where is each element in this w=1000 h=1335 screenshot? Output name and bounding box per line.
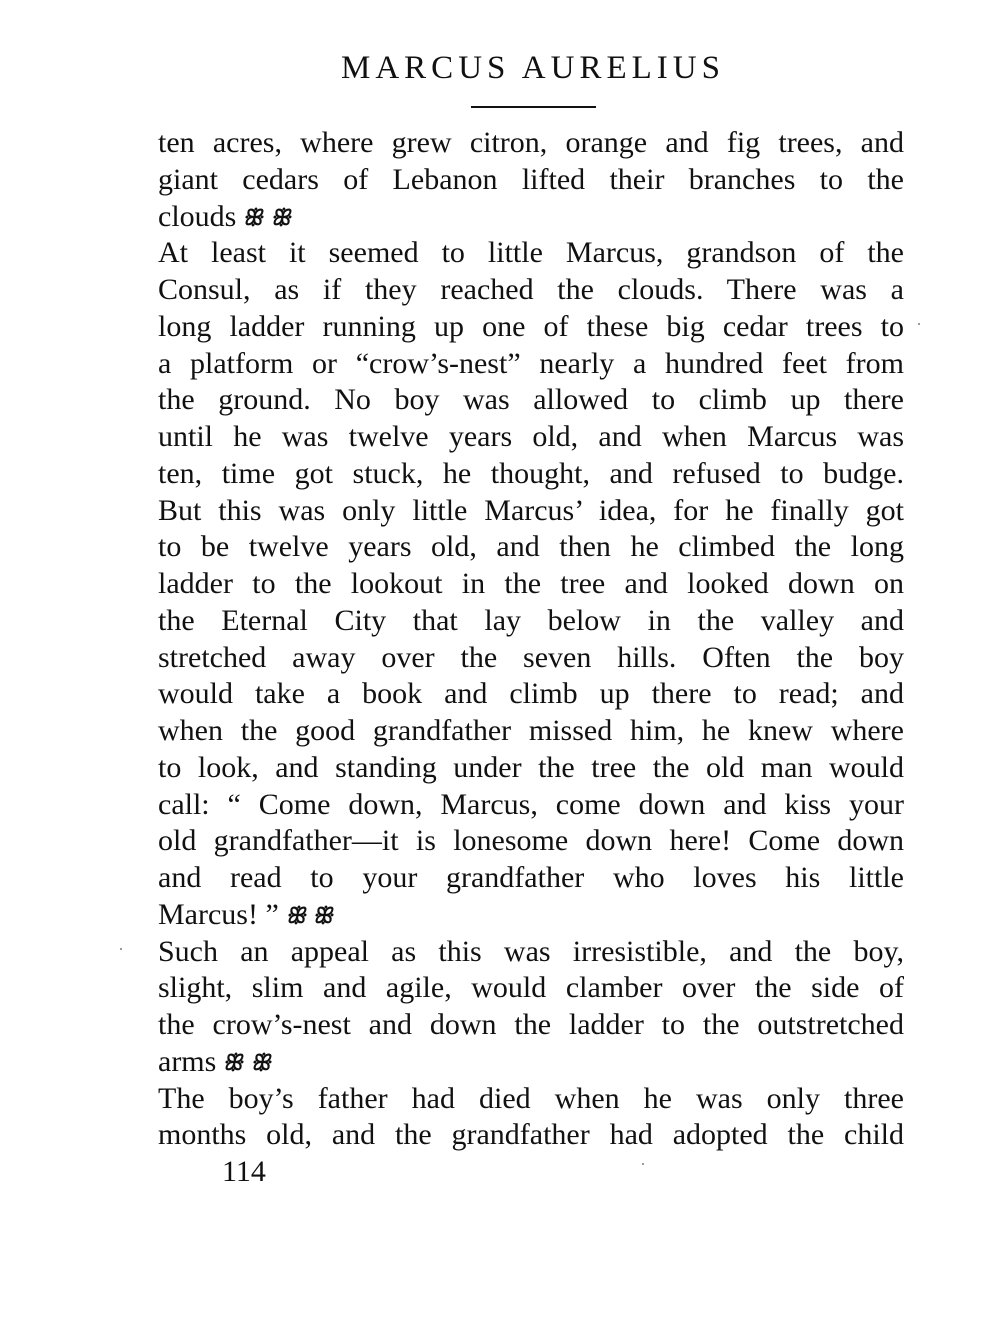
line-text: Marcus! ” xyxy=(158,897,279,931)
ornament-icon: ꕥ xyxy=(269,204,294,230)
line-text: slight, slim and agile, would clamber over the side of xyxy=(158,971,904,1005)
text-line xyxy=(158,970,904,1007)
line-text: clouds xyxy=(158,199,237,233)
line-text: At least it seemed to little Marcus, grandson of the xyxy=(158,236,904,270)
text-line xyxy=(158,823,904,860)
running-head: MARCUS AURELIUS xyxy=(341,50,725,86)
text-line xyxy=(158,640,904,677)
line-text: and read to your grandfather who loves his little xyxy=(158,861,904,894)
line-text: until he was twelve years old, and when Marcus was xyxy=(158,420,904,453)
header-rule xyxy=(471,106,596,108)
text-line xyxy=(158,382,904,419)
line-text: old grandfather—it is lonesome down here! Come down xyxy=(158,824,904,858)
line-text: the ground. No boy was allowed to climb up there xyxy=(158,383,904,417)
line-text: the crow’s-nest and down the ladder to the outstretched xyxy=(158,1008,904,1041)
line-text: Consul, as if they reached the clouds. There was a xyxy=(158,273,904,306)
line-text: to be twelve years old, and then he climbed the long xyxy=(158,530,904,564)
text-line xyxy=(158,1081,904,1118)
ornament-icon: ꕥ xyxy=(312,902,336,928)
line-text: The boy’s father had died when he was only three xyxy=(158,1081,904,1115)
scan-speck xyxy=(642,1163,644,1165)
body-text xyxy=(158,125,904,1154)
text-line xyxy=(158,309,904,346)
text-line xyxy=(158,493,904,530)
text-line xyxy=(158,566,904,603)
line-text: arms xyxy=(158,1044,217,1078)
ornament-icon: ꕥ xyxy=(242,204,267,230)
text-line xyxy=(158,1044,904,1081)
text-line xyxy=(158,1117,904,1154)
text-line xyxy=(158,1007,904,1044)
text-line xyxy=(158,787,904,824)
line-text: Such an appeal as this was irresistible, and the boy, xyxy=(158,934,904,968)
text-line xyxy=(158,713,904,750)
page-number: 114 xyxy=(222,1155,266,1188)
text-line xyxy=(158,235,904,272)
line-text: ladder to the lookout in the tree and looked down on xyxy=(158,567,904,600)
line-text: a platform or “crow’s-nest” nearly a hundred feet from xyxy=(158,346,904,380)
text-line xyxy=(158,419,904,456)
line-text: would take a book and climb up there to read; and xyxy=(158,677,904,711)
line-text: ten, time got stuck, he thought, and refused to budge. xyxy=(158,456,904,490)
text-line xyxy=(158,162,904,199)
line-text: to look, and standing under the tree the old man would xyxy=(158,750,904,784)
line-text: the Eternal City that lay below in the valley and xyxy=(158,603,904,637)
ornament-icon: ꕥ xyxy=(249,1049,274,1075)
ornament-icon: ꕥ xyxy=(284,902,309,928)
text-line xyxy=(158,750,904,787)
line-text: ten acres, where grew citron, orange and fig trees, and xyxy=(158,126,904,159)
text-line xyxy=(158,456,904,493)
scan-speck xyxy=(120,948,122,950)
line-text: stretched away over the seven hills. Often the boy xyxy=(158,640,904,674)
scan-speck xyxy=(918,323,920,325)
text-line xyxy=(158,529,904,566)
line-text: months old, and the grandfather had adopted the child xyxy=(158,1118,904,1152)
text-line xyxy=(158,125,904,162)
line-text: giant cedars of Lebanon lifted their branches to the xyxy=(158,162,904,196)
text-line xyxy=(158,934,904,971)
text-line xyxy=(158,199,904,236)
line-text: But this was only little Marcus’ idea, for he finally got xyxy=(158,493,904,527)
text-line xyxy=(158,860,904,897)
line-text: when the good grandfather missed him, he knew where xyxy=(158,714,904,747)
text-line xyxy=(158,603,904,640)
line-text: call: “ Come down, Marcus, come down and kiss your xyxy=(158,787,904,821)
text-line xyxy=(158,346,904,383)
ornament-icon: ꕥ xyxy=(222,1049,247,1075)
text-line xyxy=(158,897,904,934)
text-line xyxy=(158,676,904,713)
line-text: long ladder running up one of these big cedar trees to xyxy=(158,309,904,343)
text-line xyxy=(158,272,904,309)
